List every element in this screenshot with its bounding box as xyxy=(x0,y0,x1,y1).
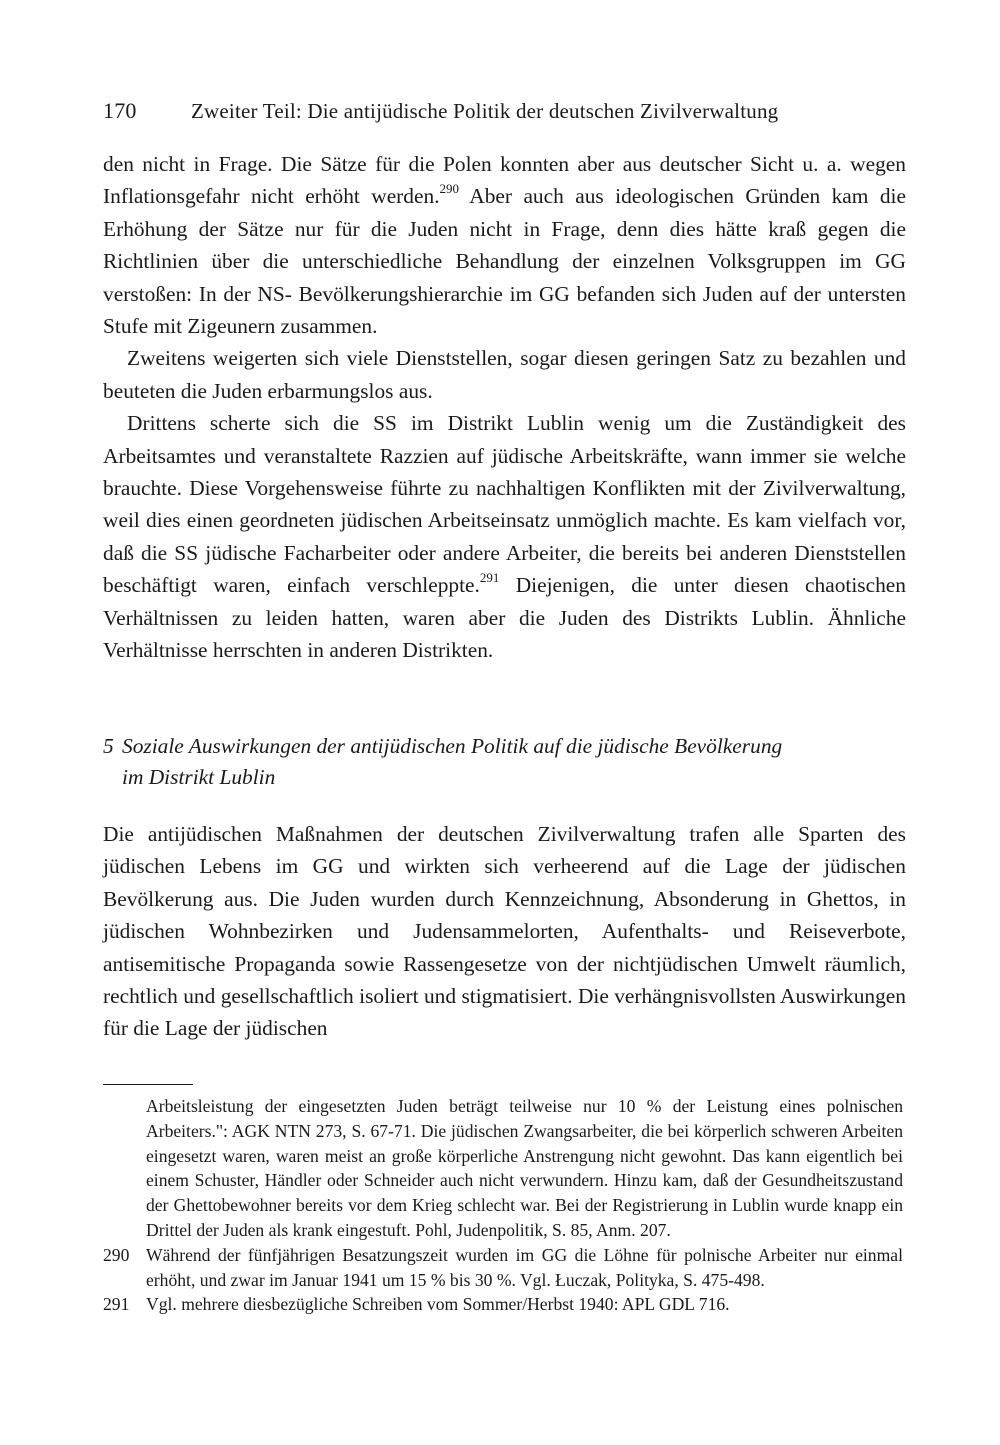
footnote-291 xyxy=(103,1292,903,1317)
footnote-290 xyxy=(103,1243,903,1293)
paragraph-text: Diejenigen, die unter diesen chaotischen Verhältnissen zu leiden hatten, waren aber die Juden des Distrikts Lublin. Ähnliche Verhältnisse herrschten in anderen Distrikten. xyxy=(103,573,906,663)
page-number: 170 xyxy=(103,98,137,123)
section-title-line-1: Soziale Auswirkungen der antijüdischen Politik auf die jüdische Bevölkerung xyxy=(122,734,783,758)
paragraph: Die antijüdischen Maßnahmen der deutschen Zivilverwaltung trafen alle Sparten des jüdischen Lebens im GG und wirkten sich verheerend auf die Lage der jüdischen Bevölkerung aus. Die Juden wurden durch Kennzeichnung, Absonderung in Ghettos, in jüdischen Wohnbezirken und Judensammelorten, Aufenthalts- und Reiseverbote, antisemitische Propaganda sowie Rassengesetze von der nichtjüdischen Umwelt räumlich, rechtlich und gesellschaftlich isoliert und stigmatisiert. Die verhängnisvollsten Auswirkungen für die Lage der jüdischen xyxy=(103,822,906,1041)
footnote-text: Arbeitsleistung der eingesetzten Juden beträgt teilweise nur 10 % der Leistung eines polnischen Arbeiters.": AGK NTN 273, S. 67-71. Die jüdischen Zwangsarbeiter, die bei körperlich schweren Arbeiten eingesetzt waren, waren meist an große körperliche Anstrengung nicht gewohnt. Das kann eigentlich bei einem Schuster, Händler oder Schneider auch nicht verwundern. Hinzu kam, daß der Gesundheitszustand der Ghettobewohner bereits vor dem Krieg schlecht war. Bei der Registrierung in Lublin wurde knapp ein Drittel der Juden als krank eingestuft. Pohl, Judenpolitik, S. 85, Anm. 207. xyxy=(146,1096,903,1240)
paragraph-text: Drittens scherte sich die SS im Distrikt Lublin wenig um die Zuständigkeit des Arbeitsamtes und veranstaltete Razzien auf jüdische Arbeitskräfte, wann immer sie welche brauchte. Diese Vorgehensweise führte zu nachhaltigen Konflikten mit der Zivilverwaltung, weil dies einen geordneten jüdischen Arbeitseinsatz unmöglich machte. Es kam vielfach vor, daß die SS jüdische Facharbeiter oder andere Arbeiter, die bereits bei anderen Dienststellen beschäftigt waren, einfach verschleppte. xyxy=(103,411,906,598)
footnote-number: 291 xyxy=(103,1294,130,1315)
paragraph-text: Aber auch aus ideologischen Gründen kam die Erhöhung der Sätze nur für die Juden nicht in Frage, denn dies hätte kraß gegen die Richtlinien über die unterschiedliche Behandlung der einzelnen Volksgruppen im GG verstoßen: In der NS- Bevölkerungshierarchie im GG befanden sich Juden auf der untersten Stufe mit Zigeunern zusammen. xyxy=(103,184,906,339)
paragraph-text: den nicht in Frage. Die Sätze für die Polen konnten aber aus deutscher Sicht u. a. wegen Inflationsgefahr nicht erhöht werden. xyxy=(103,152,906,209)
footnote-continuation xyxy=(103,1094,903,1243)
body-text-upper xyxy=(103,148,906,667)
footnote-reference[interactable]: 291 xyxy=(479,570,500,586)
section-number: 5 xyxy=(103,734,114,758)
section-heading xyxy=(103,731,923,793)
paragraph: Zweitens weigerten sich viele Dienststellen, sogar diesen geringen Satz zu bezahlen und beuteten die Juden erbarmungslos aus. xyxy=(103,346,906,403)
section-title-line-2: im Distrikt Lublin xyxy=(122,765,276,789)
footnote-text: Während der fünfjährigen Besatzungszeit wurden im GG die Löhne für polnische Arbeiter nur einmal erhöht, und zwar im Januar 1941 um 15 % bis 30 %. Vgl. Łuczak, Polityka, S. 475-498. xyxy=(146,1244,903,1290)
footnote-text: Vgl. mehrere diesbezügliche Schreiben vom Sommer/Herbst 1940: APL GDL 716. xyxy=(146,1294,730,1315)
footnote-number: 290 xyxy=(103,1244,130,1265)
body-text-lower xyxy=(103,818,906,1045)
footnotes xyxy=(103,1094,903,1317)
running-header xyxy=(103,98,903,124)
footnote-reference[interactable]: 290 xyxy=(439,181,460,197)
footnote-separator xyxy=(103,1084,193,1085)
paragraph xyxy=(103,407,906,666)
paragraph xyxy=(103,148,906,342)
running-title: Zweiter Teil: Die antijüdische Politik der deutschen Zivilverwaltung xyxy=(191,99,779,123)
